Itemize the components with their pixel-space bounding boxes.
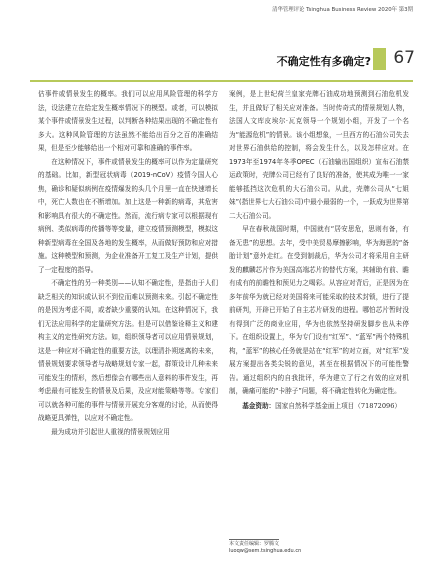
title-row [0, 48, 427, 74]
funding-label: 基金资助： [242, 401, 276, 410]
title-divider [30, 80, 413, 82]
accent-block [373, 48, 386, 70]
editor-name: 本文责任编辑：罗腾文 [229, 541, 280, 547]
page-number: 67 [393, 48, 415, 68]
editor-email: luoqw@sem.tsinghua.edu.cn [229, 548, 302, 554]
paragraph: 不确定性的另一种类别——认知不确定性，是指由于人们缺乏相关的知识或认识不到位而难以预测未来。引起不确定性的是因为考虑不周，或者缺少重要的认知。在这种情况下，我们无法应用科学的定量研究方法。但是可以借鉴诠释主义和建构主义的定性研究方法。如，组织领导者可以应用情景规划，这是一种应对不确定性的重要方法，以理清扑朔迷离的未来，情景规划要求领导者与战略规划专家一起，群策设计几种未来可能发生的情形，然后想像会有哪些出人意料的事件发生，再考虑最有可能发生的情景及后果，及应对能策略等等。专家们可以就各种可能的事件与情景开展充分客观的讨论，从而使得战略更具弹性，以应对不确定性。 [38, 279, 218, 422]
paragraph: 案例，是上世纪荷兰皇家壳牌石油成功地预测到石油危机发生，并且做好了相关应对准备。当时传奇式的情景规划人物，法国人文库皮埃尔·瓦克领导一个规划小组，开发了一个名为“能源危机”的情景。该小组想象，一旦西方的石油公司失去对世界石油供给的控制，将会发生什么，以及怎样应对。在1973年至1974年冬季OPEC（石油输出国组织）宣布石油禁运政策时，壳牌公司已经有了良好的准备，使其成为唯一一家能够抵挡这次危机的大石油公司。从此，壳牌公司从“七姐妹”(指世界七大石油公司)中最小最弱的一个，一跃成为世界第二大石油公司。 [229, 90, 409, 220]
left-column [38, 88, 218, 439]
editor-credit [229, 541, 301, 555]
journal-header: 清华管理评论 Tsinghua Business Review 2020年 第3期 [272, 7, 413, 13]
article-title: 不确定性有多确定? [276, 55, 371, 68]
paragraph: 最为成功并引起世人重视的情景规划应用 [51, 427, 170, 436]
footer-divider [229, 539, 279, 540]
paragraph: 在这种情况下，事件或情景发生的概率可以作为定量研究的基础。比如，新型冠状病毒（2019-nCoV）疫情今国人心焦，确诊和疑似病例在疫情爆发的头几个月里一直在快速增长中，死亡人数也在不断增加。加上这是一种新的病毒，其危害和影响具有很大的不确定性。然而，流行病专家可以根据现有病例、类似病毒的传播等等变量，建立疫情预测模型，模拟这种新型病毒在全国及各地的发生概率，从而做好预防和应对措施。这种模型和预测，为企业准备开工复工及生产计划，提供了一定程度的指导。 [38, 157, 218, 274]
right-column [229, 88, 409, 413]
paragraph: 早在春秋战国时期，中国就有“居安思危，思则有备，有备无患”的思想。去年，受中美贸易摩擦影响，华为海思的“备胎计划”意外走红。在受到制裁后，华为公司才将采用自主研发的麒麟芯片作为美国高端芯片的替代方案，其辅助有前、瞻有成有的前瞻性和预见力之喝彩。从容应对背后，正是因为在多年前华为就已经对美国将来可能采取的技术封锁，进行了提前研判，开辟已开始了自主芯片研发的进程。哪怕芯片暂时没有得到广泛的商业应用，华为也依然坚持研发脚步也从未停下。在组织设置上，华为专门设有“红军”、“蓝军”两个特殊机构，“蓝军”的核心任务就是站在“红军”的对立面，对“红军”发展方案提出各类尖锐的意见，甚至在根据情况下的可能性警告。通过组织内的自我批评，华为建立了行之有效的应对机制，确痛可能的“卡脖子”问题，将不确定性转化为确定性。 [229, 225, 409, 395]
paragraph: 估事件或情景发生的概率。我们可以应用风险管理的科学方法，设法建立在给定发生概率情况下的模型。或者，可以模拟某个事件或情景发生过程，以判断各种结果出现的不确定性有多大。这种风险管理的方法虽然不能给出百分之百的准确结果，但是至少能够给出一个相对可靠和准确的事件率。 [38, 90, 218, 152]
funding-note [229, 400, 409, 414]
funding-text: 国家自然科学基金面上项目（71872096） [275, 401, 402, 410]
